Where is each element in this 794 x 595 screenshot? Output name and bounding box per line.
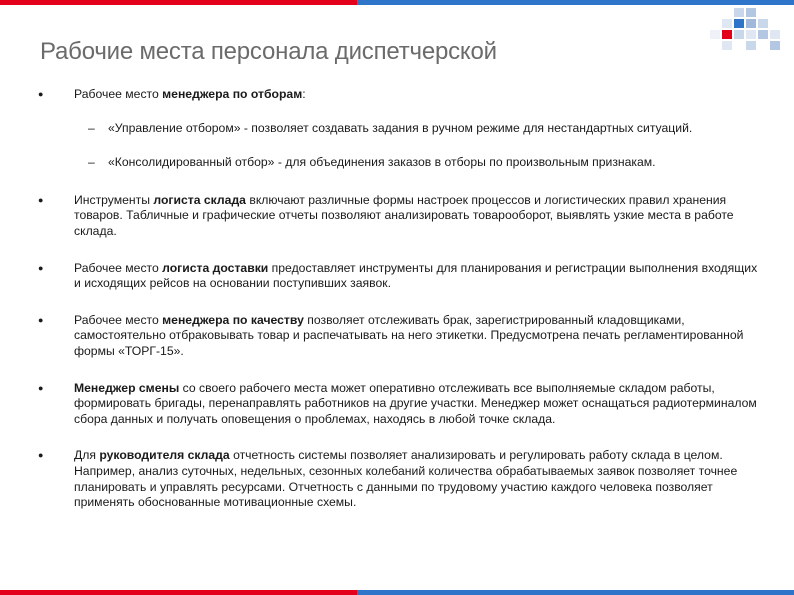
role-name: логиста склада (153, 192, 246, 207)
bullet-icon: ● (38, 450, 44, 461)
list-item: ● Менеджер смены со своего рабочего места может оперативно отслеживать все выполняемые складом работы, формировать бригады, перенаправлять работников на другие участки. Менеджер может оснащаться радиотерминалом сбора данных и получать оповещения о проблемах, находясь в любой точке склада. (38, 380, 757, 426)
bullet-icon: ● (38, 262, 44, 273)
top-blue-stripe (357, 0, 794, 5)
bottom-blue-stripe (357, 590, 794, 595)
role-name: логиста доставки (162, 260, 269, 275)
grid-squares-logo-icon (710, 8, 780, 54)
bullet-list (40, 87, 760, 532)
list-item: ● Для руководителя склада отчетность системы позволяет анализировать и регулировать работу склада в целом. Например, анализ суточных, недельных, сезонных колебаний количества обрабатываемых заявок позволяет точнее планировать и управлять ресурсами. Отчетность с данными по трудовому участию каждого человека позволяет применять обоснованные мотивационные схемы. (38, 448, 738, 510)
list-item: ● Рабочее место менеджера по качеству позволяет отслеживать брак, зарегистрированный кладовщиками, самостоятельно отбраковывать товар и распечатывать на него этикетки. Предусмотрена печать регламентированной формы «ТОРГ-15». (38, 312, 744, 358)
list-item: ● Рабочее место логиста доставки предоставляет инструменты для планирования и регистрации выполнения входящих и исходящих рейсов на основании поступивших заявок. (38, 260, 758, 291)
sub-list-item: – «Управление отбором» - позволяет создавать задания в ручном режиме для нестандартных ситуаций. (88, 120, 693, 135)
bullet-icon: ● (38, 382, 44, 393)
list-item: ● Рабочее место менеджера по отборам: (38, 87, 306, 101)
page-title: Рабочие места персонала диспетчерской (40, 38, 497, 65)
bullet-icon: ● (38, 314, 44, 325)
dash-marker: – (88, 120, 95, 135)
sub-list (40, 121, 760, 171)
bullet-icon: ● (38, 89, 44, 99)
role-name: Менеджер смены (74, 380, 180, 395)
dash-marker: – (88, 155, 95, 170)
list-item: ● Инструменты логиста склада включают различные формы настроек процессов и логистических правил хранения товаров. Табличные и графические отчеты позволяют анализировать товарооборот, выявлять узкие места в работе склада. (38, 192, 734, 238)
role-name: руководителя склада (99, 448, 230, 463)
role-name: менеджера по качеству (162, 312, 304, 327)
bottom-red-stripe (0, 590, 357, 595)
role-name: менеджера по отборам (162, 87, 303, 101)
bullet-icon: ● (38, 194, 44, 205)
sub-list-item: – «Консолидированный отбор» - для объединения заказов в отборы по произвольным признакам. (88, 155, 656, 170)
top-red-stripe (0, 0, 357, 5)
